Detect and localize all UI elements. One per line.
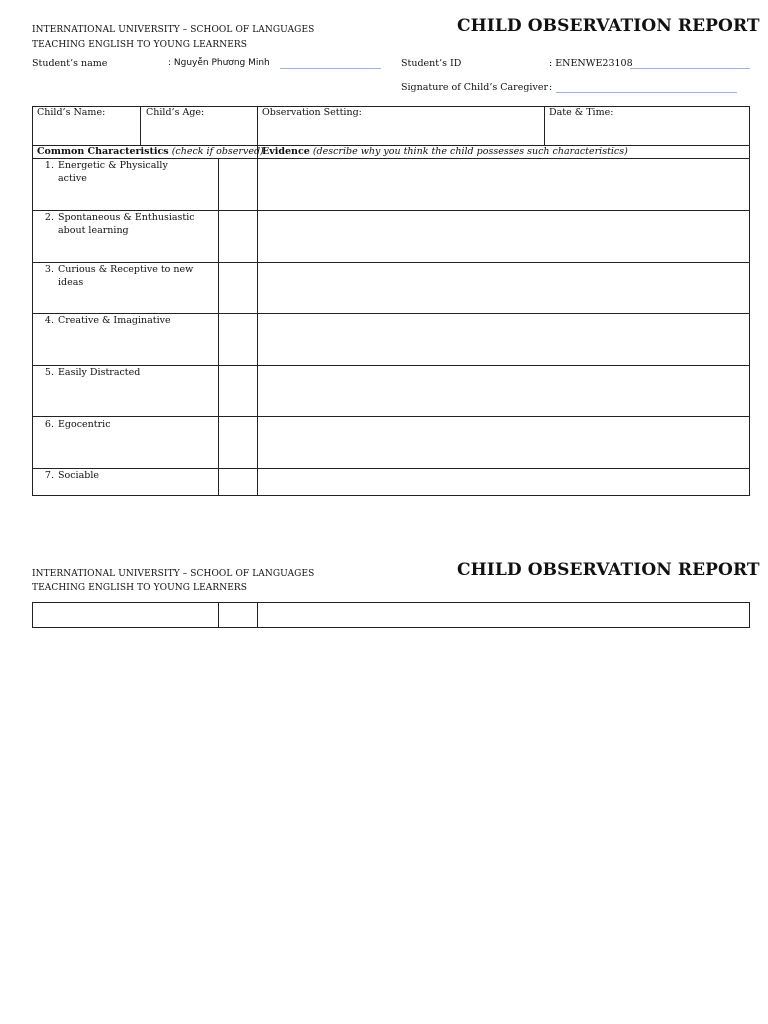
observed-checkbox-cell[interactable]	[219, 417, 256, 468]
item-text: Energetic & Physically active	[58, 160, 168, 184]
evidence-cell[interactable]	[258, 314, 749, 365]
item-text: Spontaneous & Enthusiastic about learning	[58, 212, 195, 236]
university-name: INTERNATIONAL UNIVERSITY – SCHOOL OF LANGUAGES	[32, 569, 315, 579]
evidence-cell[interactable]	[258, 211, 749, 262]
item-number: 5.	[44, 367, 54, 378]
item-text: Creative & Imaginative	[58, 315, 171, 326]
characteristics-header-italic: (check if observed)	[171, 146, 264, 157]
item-number: 1.	[44, 160, 54, 171]
item-number: 4.	[44, 315, 54, 326]
evidence-cell[interactable]	[258, 469, 749, 495]
student-id-value[interactable]: : ENENWE23108	[549, 58, 633, 69]
evidence-cell[interactable]	[258, 263, 749, 313]
item-number: 7.	[44, 470, 54, 481]
evidence-header-italic: (describe why you think the child possesses such characteristics)	[312, 146, 628, 157]
student-id-underline	[630, 68, 750, 69]
item-number: 6.	[44, 419, 54, 430]
report-title: CHILD OBSERVATION REPORT	[457, 16, 760, 36]
characteristics-header-bold: Common Characteristics	[37, 146, 169, 157]
date-time-cell[interactable]: Date & Time:	[549, 107, 614, 118]
observed-checkbox-cell[interactable]	[219, 159, 256, 210]
signature-colon: :	[549, 82, 553, 93]
report-title: CHILD OBSERVATION REPORT	[457, 560, 760, 580]
observed-checkbox-cell[interactable]	[219, 314, 256, 365]
evidence-header-bold: Evidence	[262, 146, 310, 157]
university-name: INTERNATIONAL UNIVERSITY – SCHOOL OF LANGUAGES	[32, 25, 315, 35]
observed-checkbox-cell[interactable]	[219, 469, 256, 495]
item-number: 3.	[44, 264, 54, 275]
evidence-cell[interactable]	[258, 603, 749, 627]
observation-setting-cell[interactable]: Observation Setting:	[262, 107, 362, 118]
item-text: Easily Distracted	[58, 367, 141, 378]
child-age-cell[interactable]: Child’s Age:	[146, 107, 205, 118]
info-divider	[257, 106, 258, 146]
observed-checkbox-cell[interactable]	[219, 211, 256, 262]
info-divider	[140, 106, 141, 146]
signature-field[interactable]	[556, 92, 737, 93]
item-text: Curious & Receptive to new ideas	[58, 264, 194, 288]
evidence-cell[interactable]	[258, 417, 749, 468]
item-text: Sociable	[58, 470, 99, 481]
signature-label: Signature of Child’s Caregiver	[401, 82, 548, 93]
course-name: TEACHING ENGLISH TO YOUNG LEARNERS	[32, 583, 248, 593]
evidence-header	[262, 146, 628, 157]
course-name: TEACHING ENGLISH TO YOUNG LEARNERS	[32, 40, 248, 50]
evidence-cell[interactable]	[258, 159, 749, 210]
student-name-label: Student’s name	[32, 58, 108, 69]
observed-checkbox-cell[interactable]	[219, 366, 256, 416]
student-name-value[interactable]: : Nguyễn Phương Minh	[168, 58, 270, 68]
observed-checkbox-cell[interactable]	[219, 263, 256, 313]
item-text: Egocentric	[58, 419, 111, 430]
observed-checkbox-cell[interactable]	[219, 603, 256, 627]
student-name-underline	[280, 68, 381, 69]
child-name-cell[interactable]: Child’s Name:	[37, 107, 106, 118]
info-divider	[544, 106, 545, 146]
evidence-cell[interactable]	[258, 366, 749, 416]
item-number: 2.	[44, 212, 54, 223]
student-id-label: Student’s ID	[401, 58, 462, 69]
characteristic-cell[interactable]	[33, 603, 217, 627]
characteristics-header	[37, 146, 264, 157]
